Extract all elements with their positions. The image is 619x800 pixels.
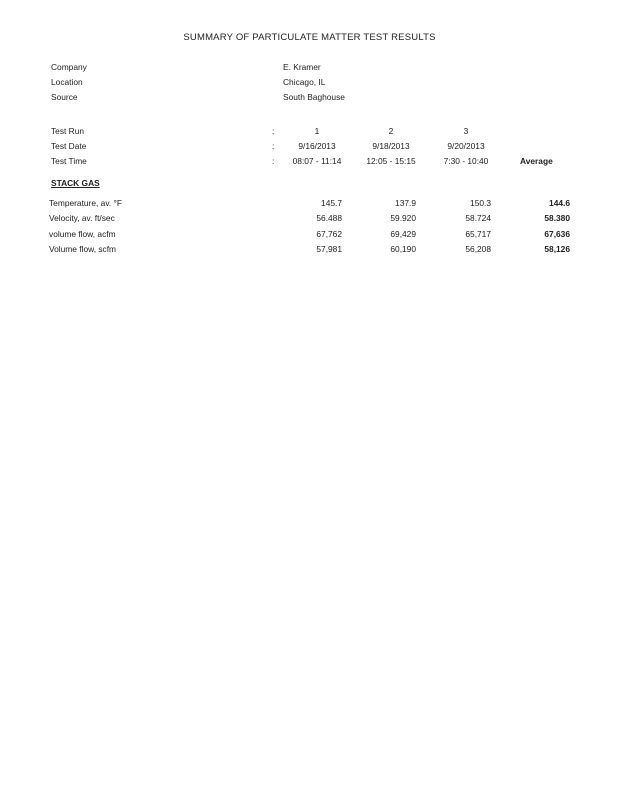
cell: 59.920 bbox=[390, 213, 416, 223]
average-header: Average bbox=[520, 156, 553, 166]
row-label: Velocity, av. ft/sec bbox=[49, 213, 115, 223]
cell: 145.7 bbox=[321, 198, 342, 208]
run-1-number: 1 bbox=[314, 126, 320, 136]
cell: 57,981 bbox=[316, 244, 342, 254]
colon: : bbox=[272, 156, 275, 166]
run-2-date: 9/18/2013 bbox=[372, 141, 410, 151]
cell: 67,762 bbox=[316, 229, 342, 239]
avg-cell: 58,126 bbox=[544, 244, 570, 254]
colon: : bbox=[272, 126, 275, 136]
test-run-label: Test Run bbox=[51, 126, 85, 136]
colon: : bbox=[272, 141, 275, 151]
cell: 56,208 bbox=[465, 244, 491, 254]
run-1-time: 08:07 - 11:14 bbox=[292, 156, 342, 166]
cell: 137.9 bbox=[395, 198, 416, 208]
test-date-label: Test Date bbox=[51, 141, 87, 151]
cell: 56.488 bbox=[316, 213, 342, 223]
run-2-time: 12:05 - 15:15 bbox=[366, 156, 416, 166]
source-label: Source bbox=[51, 92, 78, 102]
company-value: E. Kramer bbox=[283, 62, 321, 72]
avg-cell: 144.6 bbox=[549, 198, 570, 208]
run-3-number: 3 bbox=[463, 126, 469, 136]
run-3-date: 9/20/2013 bbox=[447, 141, 485, 151]
cell: 65,717 bbox=[465, 229, 491, 239]
test-time-label: Test Time bbox=[51, 156, 87, 166]
avg-cell: 58.380 bbox=[544, 213, 570, 223]
location-label: Location bbox=[51, 77, 83, 87]
page-title: SUMMARY OF PARTICULATE MATTER TEST RESULTS bbox=[183, 32, 436, 43]
cell: 58.724 bbox=[465, 213, 491, 223]
row-label: Temperature, av. °F bbox=[49, 198, 123, 208]
run-3-time: 7:30 - 10:40 bbox=[443, 156, 489, 166]
company-label: Company bbox=[51, 62, 87, 72]
run-1-date: 9/16/2013 bbox=[298, 141, 336, 151]
cell: 150.3 bbox=[470, 198, 491, 208]
row-label: Volume flow, scfm bbox=[49, 244, 117, 254]
stack-gas-heading: STACK GAS bbox=[51, 178, 100, 188]
row-label: volume flow, acfm bbox=[49, 229, 116, 239]
avg-cell: 67,636 bbox=[544, 229, 570, 239]
cell: 69,429 bbox=[390, 229, 416, 239]
cell: 60,190 bbox=[390, 244, 416, 254]
source-value: South Baghouse bbox=[283, 92, 345, 102]
run-2-number: 2 bbox=[388, 126, 394, 136]
location-value: Chicago, IL bbox=[283, 77, 326, 87]
